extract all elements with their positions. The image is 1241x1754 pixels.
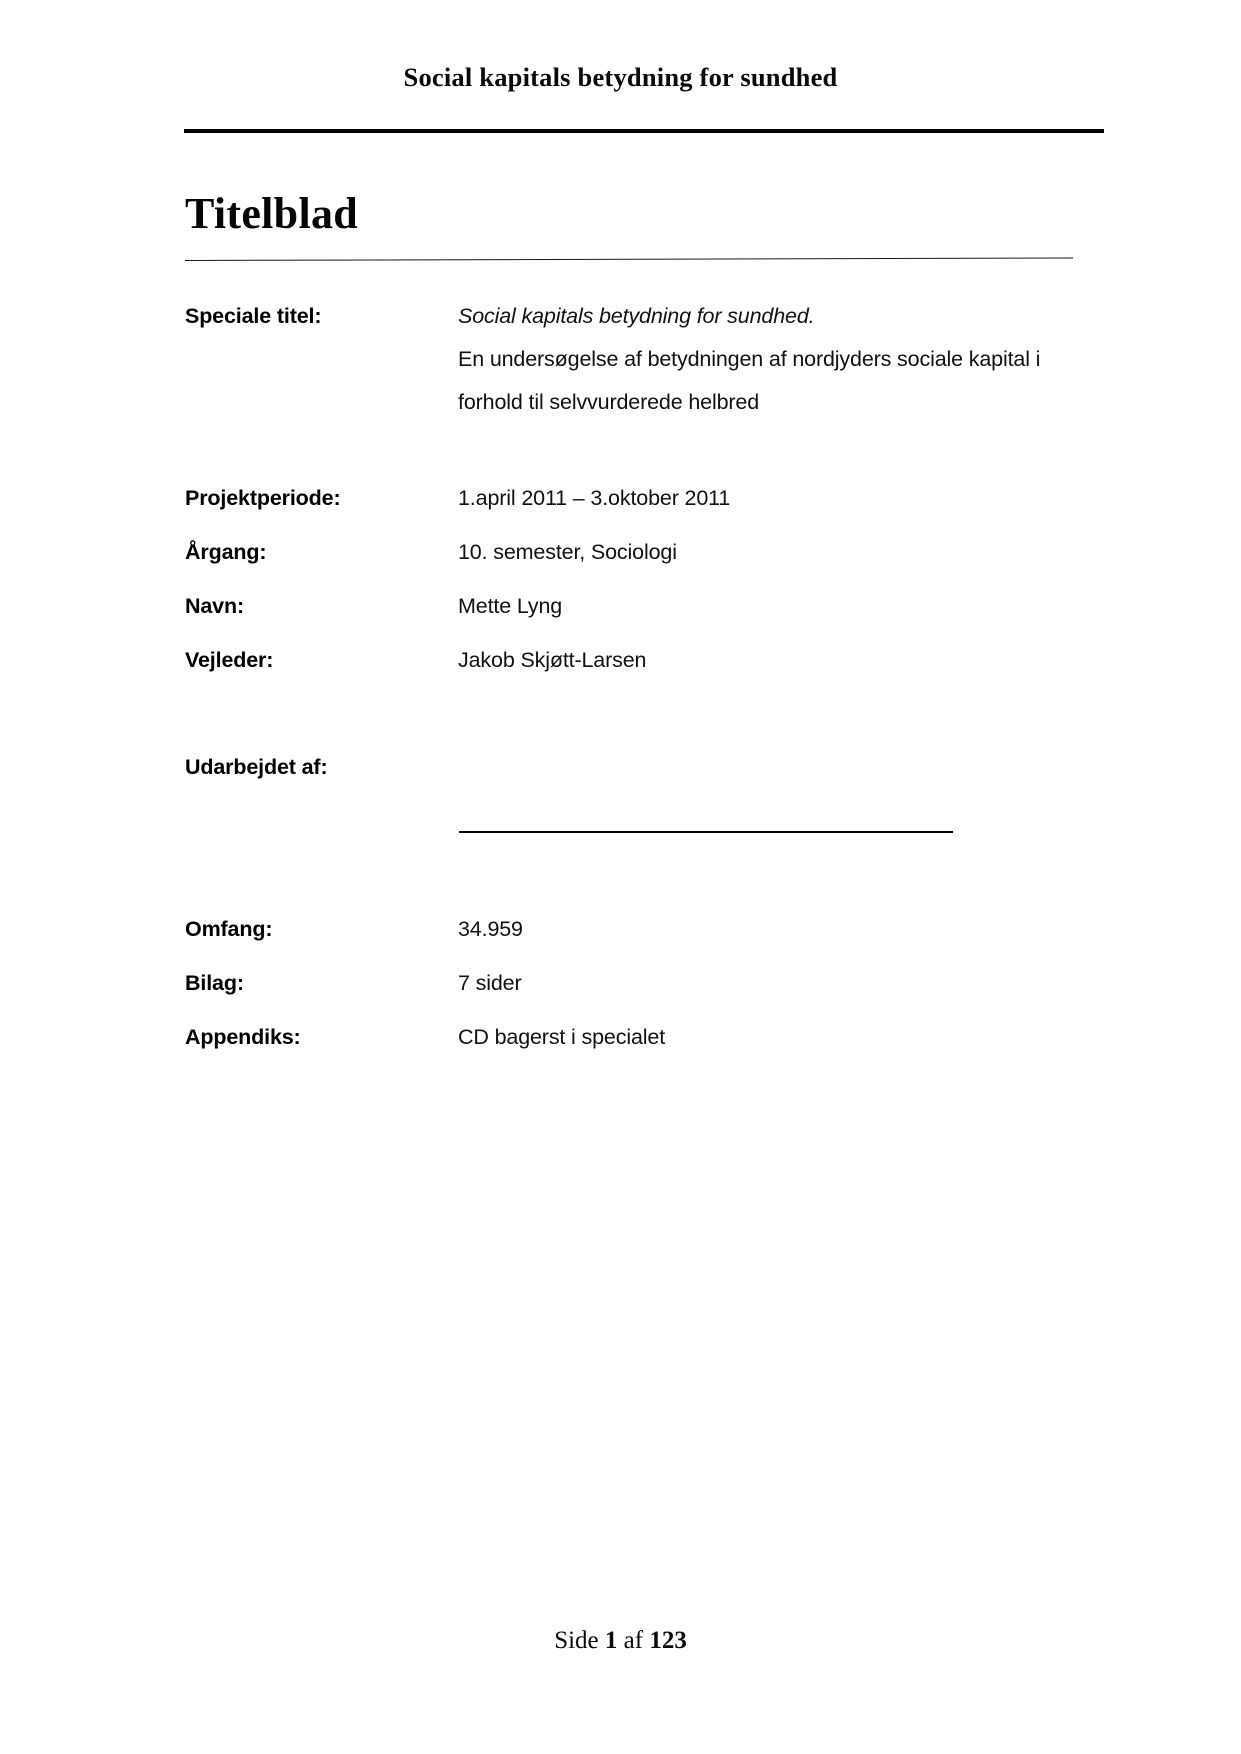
field-value-navn: Mette Lyng [458, 594, 563, 618]
field-value-vejleder: Jakob Skjøtt-Larsen [458, 648, 647, 672]
field-label-projektperiode: Projektperiode: [185, 486, 341, 510]
running-header-title: Social kapitals betydning for sundhed [403, 62, 838, 92]
footer-page-total: 123 [649, 1627, 687, 1654]
footer-prefix: Side [554, 1627, 605, 1654]
field-value-speciale-titel-line-2: En undersøgelse af betydningen af nordjyders sociale kapital i [458, 347, 1041, 371]
field-value-appendiks: CD bagerst i specialet [458, 1025, 666, 1049]
field-value-bilag: 7 sider [458, 971, 522, 995]
footer-page-number: 1 [604, 1627, 618, 1654]
field-value-projektperiode: 1.april 2011 – 3.oktober 2011 [458, 486, 731, 510]
page-footer [0, 1627, 1241, 1655]
field-label-bilag: Bilag: [185, 971, 244, 995]
field-value-speciale-titel-line-3: forhold til selvvurderede helbred [458, 390, 760, 414]
field-label-appendiks: Appendiks: [185, 1025, 301, 1049]
page-title: Titelblad [185, 189, 359, 239]
field-value-omfang: 34.959 [458, 917, 523, 941]
field-value-speciale-titel-line-1: Social kapitals betydning for sundhed. [458, 304, 815, 328]
field-label-aargang: Årgang: [185, 540, 267, 564]
field-label-speciale-titel: Speciale titel: [185, 304, 322, 328]
field-value-aargang: 10. semester, Sociologi [458, 540, 677, 564]
field-label-vejleder: Vejleder: [185, 648, 274, 672]
footer-separator: af [617, 1627, 650, 1654]
signature-line [459, 831, 953, 833]
field-label-navn: Navn: [185, 594, 244, 618]
field-label-omfang: Omfang: [185, 917, 273, 941]
field-label-udarbejdet-af: Udarbejdet af: [185, 755, 328, 779]
